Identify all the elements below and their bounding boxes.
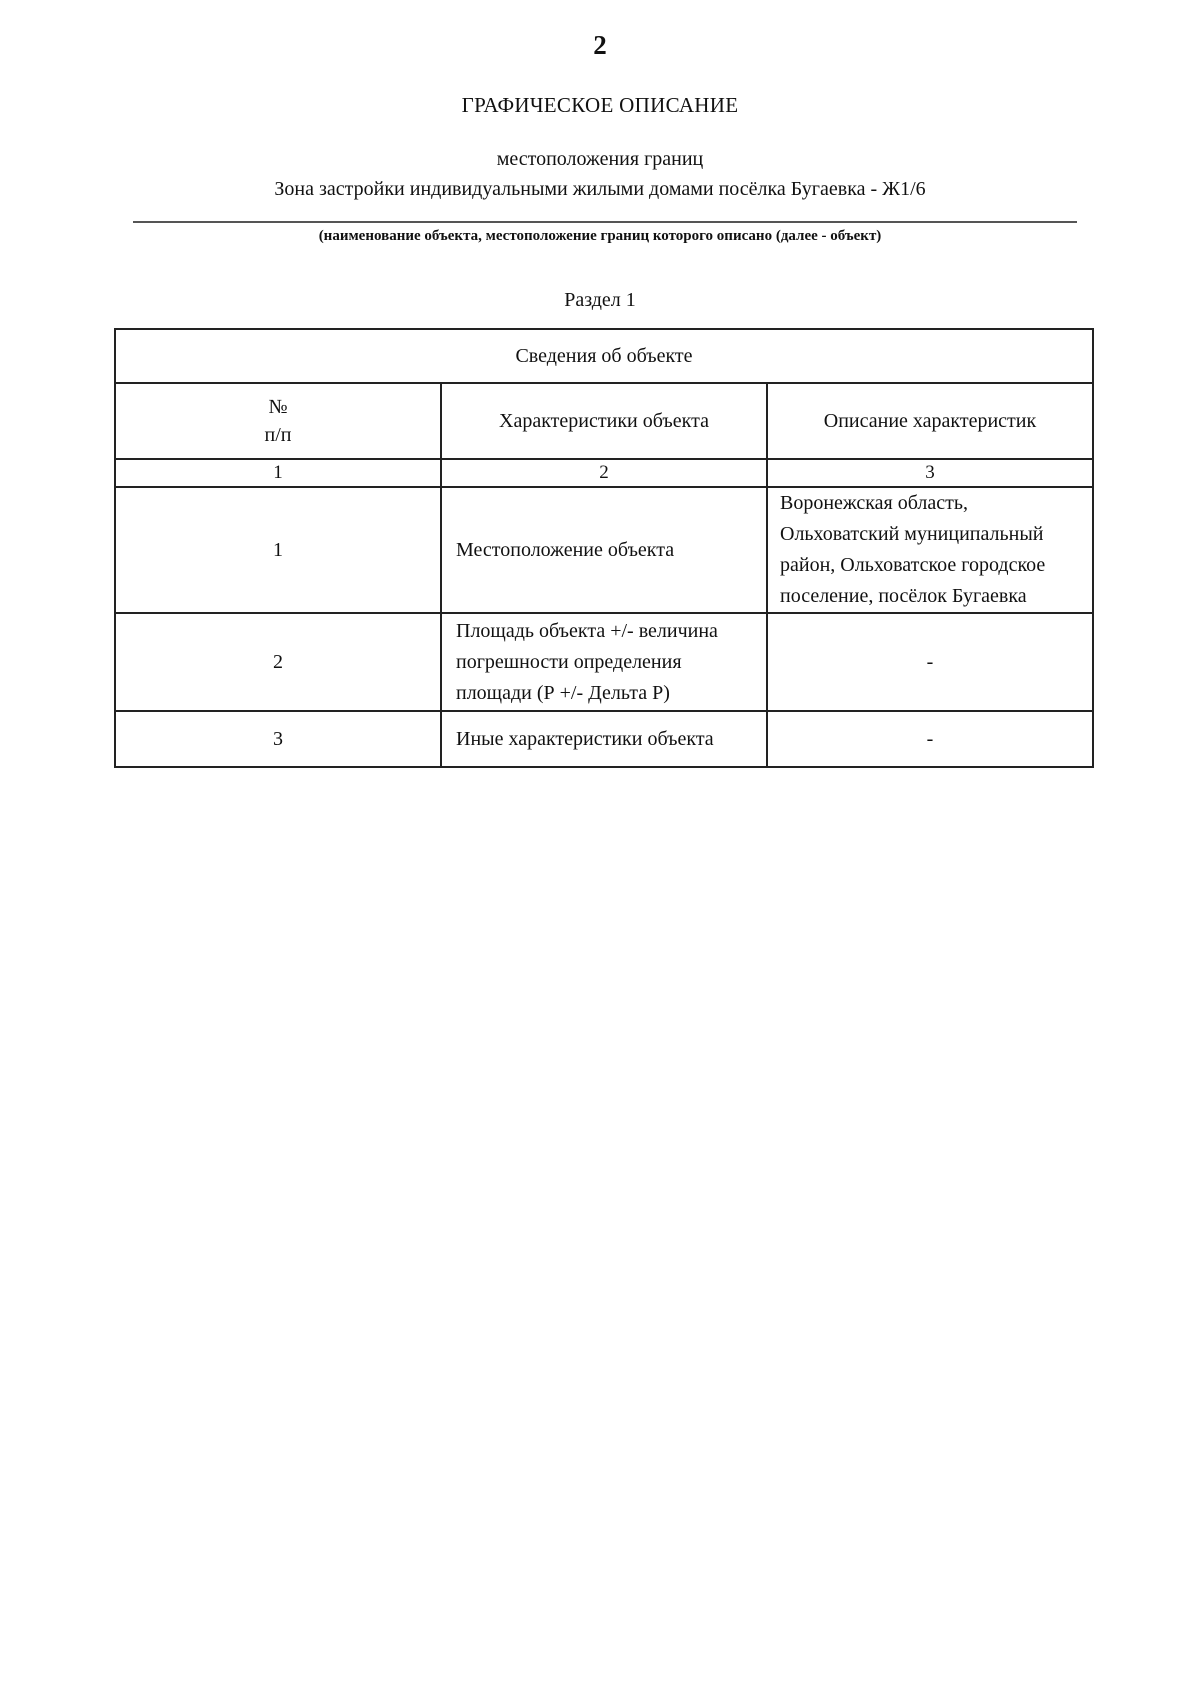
row-number: 1 — [115, 487, 441, 613]
page-number: 2 — [593, 30, 607, 60]
row-description: Воронежская область, Ольховатский муниципальный район, Ольховатское городское поселение, посёлок Бугаевка — [767, 487, 1093, 613]
header-description: Описание характеристик — [767, 383, 1093, 459]
table-row — [115, 711, 1093, 767]
document-subtitle: местоположения границ — [496, 148, 704, 170]
object-name-caption: (наименование объекта, местоположение границ которого описано (далее - объект) — [318, 228, 882, 244]
row-description: - — [767, 613, 1093, 711]
document-title: ГРАФИЧЕСКОЕ ОПИСАНИЕ — [461, 93, 739, 117]
object-name: Зона застройки индивидуальными жилыми домами посёлка Бугаевка - Ж1/6 — [274, 178, 926, 200]
table-caption-row — [115, 329, 1093, 383]
column-index-2: 2 — [441, 459, 767, 487]
header-number-line1: № — [268, 396, 288, 418]
table-header-row — [115, 383, 1093, 459]
object-info-table — [114, 328, 1094, 768]
row-number: 3 — [115, 711, 441, 767]
header-characteristic: Характеристики объекта — [441, 383, 767, 459]
table-caption: Сведения об объекте — [115, 329, 1093, 383]
table-row — [115, 613, 1093, 711]
column-index-3: 3 — [767, 459, 1093, 487]
column-index-row — [115, 459, 1093, 487]
header-number-line2: п/п — [264, 424, 292, 446]
row-characteristic: Площадь объекта +/- величина погрешности определения площади (Р +/- Дельта Р) — [441, 613, 767, 711]
object-name-underline — [133, 221, 1077, 223]
row-characteristic: Местоположение объекта — [441, 487, 767, 613]
column-index-1: 1 — [115, 459, 441, 487]
row-description: - — [767, 711, 1093, 767]
section-label: Раздел 1 — [564, 289, 636, 311]
row-number: 2 — [115, 613, 441, 711]
header-number — [115, 383, 441, 459]
row-characteristic: Иные характеристики объекта — [441, 711, 767, 767]
table-row — [115, 487, 1093, 613]
